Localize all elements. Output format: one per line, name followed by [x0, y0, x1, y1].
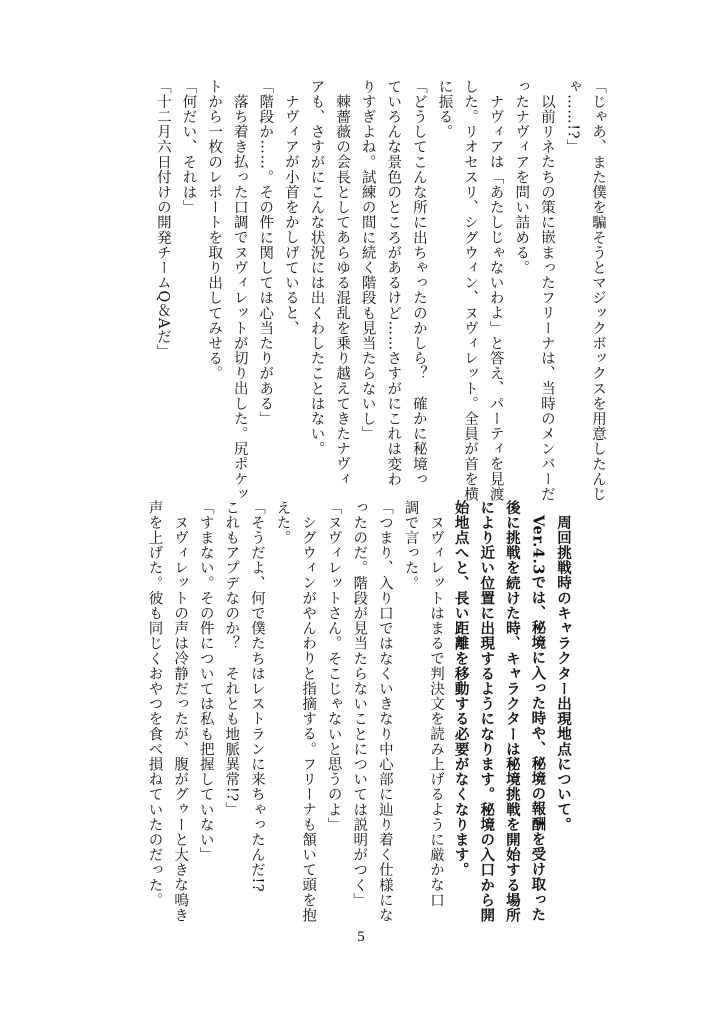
text-line: 調で言った。	[402, 500, 419, 591]
text-line: 落ち着き払った口調でヌヴィレットが切り出した。尻ポケッ	[231, 93, 248, 502]
text-line: 「じゃあ、また僕を騙そうとマジックボックスを用意したんじ	[590, 79, 606, 502]
text-line: ナヴィアは「あたしじゃないわよ」と答え、パーティを見渡	[487, 93, 504, 502]
text-line: ヌヴィレットはまるで判決文を読み上げるように厳かな口	[428, 514, 445, 908]
text-line: 声を上げた。彼も同じくおやつを食べ損ねていたのだった。	[146, 500, 163, 908]
text-line: シグウィンがやんわりと指摘する。フリーナも頷いて頭を抱	[300, 514, 317, 923]
text-line: により近い位置に出現するようになります。秘境の入口から開	[478, 500, 496, 923]
text-line: えた。	[274, 500, 291, 546]
text-line: 周回挑戦時のキャラクター出現地点について。	[555, 514, 572, 832]
text-line: ていろんな景色のところがあるけど……さすがにこれは変わ	[385, 79, 402, 487]
text-line: 後に挑戦を続けた時、キャラクターは秘境挑戦を開始する場所	[503, 500, 521, 923]
text-line: 始地点へと、長い距離を移動する必要がなくなります。	[452, 500, 470, 878]
text-line: ったナヴィアを問い詰める。	[513, 79, 530, 276]
text-line: りすぎよね。試練の間に続く階段も見当たらないし」	[359, 79, 376, 442]
text-line: ナヴィアが小首をかしげていると、	[282, 93, 299, 336]
text-line: に振る。	[436, 79, 453, 140]
text-line: Ver.4.3では、秘境に入った時や、秘境の報酬を受け取った	[529, 514, 547, 922]
text-line: 「すまない。その件については私も把握していない」	[197, 500, 214, 863]
text-line: トから一枚のレポートを取り出してみせる。	[206, 79, 223, 381]
lower-text-block	[118, 500, 576, 923]
upper-text-block	[148, 79, 610, 502]
text-line: 「ヌヴィレットさん。そこじゃないと思うのよ」	[325, 500, 342, 833]
text-line: アも、さすがにこんな状況には出くわしたことはない。	[308, 79, 325, 457]
text-line: 棘薔薇の会長としてあらゆる混乱を乗り越えてきたナヴィ	[334, 93, 351, 487]
text-line: 「そうだよ、何で僕たちはレストランに来ちゃったんだ!?	[248, 500, 265, 893]
page-number: 5	[357, 929, 365, 945]
text-line: 「どうしてこんな所に出ちゃったのかしら？ 確かに秘境っ	[410, 79, 427, 487]
text-line: ヌヴィレットの声は冷静だったが、腹がグゥーと大きな鳴き	[172, 514, 189, 923]
text-line: 「階段か……。その件に関しては心当たりがある」	[257, 79, 274, 427]
text-line: ったのだ。階段が見当たらないことについては説明がつく」	[351, 500, 368, 908]
text-line: 「何だい、それは」	[180, 79, 197, 215]
text-line: ゃ……!?」	[564, 79, 581, 155]
text-line: 「つまり、入り口ではなくいきなり中心部に辿り着く仕様にな	[376, 500, 393, 923]
text-line: した。リオセスリ、シグウィン、ヌヴィレット。全員が首を横	[462, 79, 479, 502]
text-line: 「十二月六日付けの開発チームQ＆Aだ」	[154, 79, 171, 360]
text-line: これもアプデなのか？ それとも地脈異常!?」	[223, 500, 240, 817]
text-line: 以前リネたちの策に嵌まったフリーナは、当時のメンバーだ	[538, 93, 555, 502]
